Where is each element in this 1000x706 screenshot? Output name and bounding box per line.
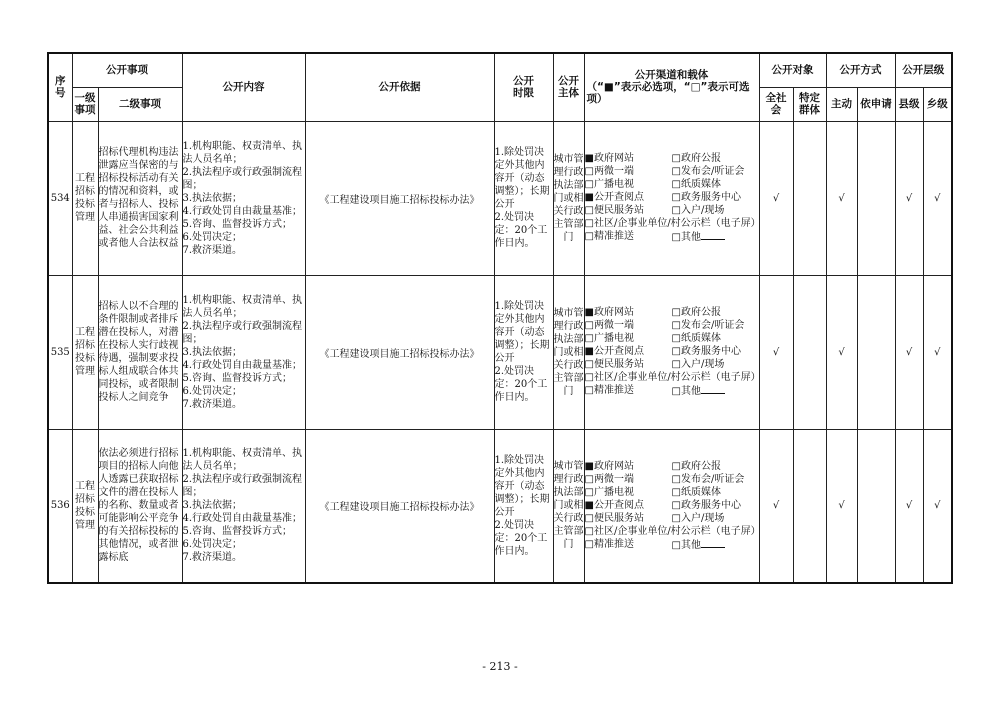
disclosure-deadline: 1.除处罚决定外其他内容开（动态调整）；长期公开 2.处罚决定：20个工作日内。 bbox=[494, 429, 553, 583]
method-request-mark bbox=[857, 275, 895, 429]
channel-option: □便民服务站 bbox=[584, 205, 644, 216]
channel-option: ■政府网站 bbox=[584, 153, 634, 164]
header-level-county: 县级 bbox=[895, 87, 923, 121]
header-level1: 一级 事项 bbox=[72, 87, 98, 121]
level2-item: 依法必须进行招标项目的招标人向他人透露已获取招标文件的潜在投标人的名称、数量或者可能影响公平竞争的有关招标投标的其他情况，或者泄露标底 bbox=[98, 429, 182, 583]
page-number: - 213 - bbox=[482, 660, 518, 673]
channel-option: ■政府网站 bbox=[584, 460, 634, 472]
channel-option: ■公开查阅点 bbox=[584, 346, 644, 357]
disclosure-subject: 城市管理行政执法部门或相关行政主管部门 bbox=[553, 121, 584, 275]
header-channel-title: 公开渠道和载体 bbox=[634, 69, 709, 82]
header-channel bbox=[584, 53, 759, 121]
channel-option: □便民服务站 bbox=[584, 512, 644, 524]
channel-option: □其他 bbox=[671, 539, 701, 551]
channel-option: □发布会/听证会 bbox=[671, 320, 745, 331]
channel-option: □两微一端 bbox=[584, 320, 634, 331]
channel-option: □纸质媒体 bbox=[671, 333, 721, 344]
level2-item: 招标人以不合理的条件限制或者排斥潜在投标人，对潜在投标人实行歧视待遇，强制要求投标人组成联合体共同投标，或者限制投标人之间竞争 bbox=[98, 275, 182, 429]
channel-option: □入户/现场 bbox=[671, 205, 725, 216]
disclosure-basis: 《工程建设项目施工招标投标办法》 bbox=[305, 275, 494, 429]
audience-specific-mark bbox=[793, 429, 826, 583]
level-county-mark: √ bbox=[895, 121, 923, 275]
channel-option: □入户/现场 bbox=[671, 512, 725, 524]
channel-option: □其他 bbox=[671, 386, 701, 397]
header-items-group: 公开事项 bbox=[72, 53, 182, 87]
level1-item: 工程 招标 投标 管理 bbox=[72, 275, 98, 429]
level1-item: 工程 招标 投标 管理 bbox=[72, 429, 98, 583]
disclosure-basis: 《工程建设项目施工招标投标办法》 bbox=[305, 429, 494, 583]
channel-option: □精准推送 bbox=[584, 538, 634, 550]
channel-option: □两微一端 bbox=[584, 473, 634, 485]
level2-item: 招标代理机构违法泄露应当保密的与招标投标活动有关的情况和资料，或者与招标人、投标人串通损害国家利益、社会公共利益或者他人合法权益 bbox=[98, 121, 182, 275]
method-active-mark: √ bbox=[826, 121, 857, 275]
method-request-mark bbox=[857, 121, 895, 275]
header-audience: 公开对象 bbox=[759, 53, 826, 87]
channel-option: □社区/企事业单位/村公示栏（电子屏） bbox=[584, 372, 761, 383]
header-level2: 二级事项 bbox=[98, 87, 182, 121]
header-row-1 bbox=[48, 53, 952, 87]
channel-option: □政务服务中心 bbox=[671, 346, 741, 357]
channel-option: □政务服务中心 bbox=[671, 192, 741, 203]
disclosure-content: 1.机构职能、权责清单、执法人员名单； 2.执法程序或行政强制流程图； 3.执法依据； 4.行政处罚自由裁量基准； 5.咨询、监督投诉方式； 6.处罚决定； 7.救济渠道。 bbox=[182, 121, 305, 275]
table-row bbox=[48, 429, 952, 583]
channel-option: □政府公报 bbox=[671, 460, 721, 472]
channel-option: □广播电视 bbox=[584, 333, 634, 344]
channel-option: ■政府网站 bbox=[584, 307, 634, 318]
channel-option: □政府公报 bbox=[671, 307, 721, 318]
level1-item: 工程 招标 投标 管理 bbox=[72, 121, 98, 275]
header-aud-specific: 特定 群体 bbox=[793, 87, 826, 121]
channel-option: □纸质媒体 bbox=[671, 179, 721, 190]
disclosure-subject: 城市管理行政执法部门或相关行政主管部门 bbox=[553, 429, 584, 583]
channel-option: □政府公报 bbox=[671, 153, 721, 164]
audience-all-mark: √ bbox=[759, 275, 793, 429]
channel-option: □政务服务中心 bbox=[671, 499, 741, 511]
row-number: 534 bbox=[48, 121, 72, 275]
channel-option: □社区/企事业单位/村公示栏（电子屏） bbox=[584, 218, 761, 229]
header-subject: 公开 主体 bbox=[553, 53, 584, 121]
table-row bbox=[48, 275, 952, 429]
channel-option: □发布会/听证会 bbox=[671, 166, 745, 177]
blank-line bbox=[701, 538, 725, 548]
channel-option: ■公开查阅点 bbox=[584, 499, 644, 511]
disclosure-content: 1.机构职能、权责清单、执法人员名单； 2.执法程序或行政强制流程图； 3.执法依据； 4.行政处罚自由裁量基准； 5.咨询、监督投诉方式； 6.处罚决定； 7.救济渠道。 bbox=[182, 275, 305, 429]
channel-option: □社区/企事业单位/村公示栏（电子屏） bbox=[584, 525, 761, 537]
audience-all-mark: √ bbox=[759, 121, 793, 275]
audience-specific-mark bbox=[793, 275, 826, 429]
table-row bbox=[48, 121, 952, 275]
header-content: 公开内容 bbox=[182, 53, 305, 121]
channel-list bbox=[584, 429, 759, 583]
header-aud-all: 全社 会 bbox=[759, 87, 793, 121]
disclosure-content: 1.机构职能、权责清单、执法人员名单； 2.执法程序或行政强制流程图； 3.执法依据； 4.行政处罚自由裁量基准； 5.咨询、监督投诉方式； 6.处罚决定； 7.救济渠道。 bbox=[182, 429, 305, 583]
channel-option: □便民服务站 bbox=[584, 359, 644, 370]
disclosure-deadline: 1.除处罚决定外其他内容开（动态调整）；长期公开 2.处罚决定：20个工作日内。 bbox=[494, 121, 553, 275]
channel-list bbox=[584, 121, 759, 275]
header-deadline: 公开 时限 bbox=[494, 53, 553, 121]
audience-specific-mark bbox=[793, 121, 826, 275]
channel-option: □广播电视 bbox=[584, 179, 634, 190]
channel-option: □入户/现场 bbox=[671, 359, 725, 370]
row-number: 536 bbox=[48, 429, 72, 583]
disclosure-table bbox=[47, 52, 953, 584]
channel-option: □精准推送 bbox=[584, 385, 634, 396]
header-seq: 序 号 bbox=[48, 53, 72, 121]
header-channel-note: （“■”表示必选项，“□”表示可选项） bbox=[586, 81, 750, 106]
header-method-request: 依申请 bbox=[857, 87, 895, 121]
row-number: 535 bbox=[48, 275, 72, 429]
disclosure-deadline: 1.除处罚决定外其他内容开（动态调整）；长期公开 2.处罚决定：20个工作日内。 bbox=[494, 275, 553, 429]
channel-option: □纸质媒体 bbox=[671, 486, 721, 498]
level-town-mark: √ bbox=[923, 429, 952, 583]
channel-option: □发布会/听证会 bbox=[671, 473, 745, 485]
audience-all-mark: √ bbox=[759, 429, 793, 583]
header-level-town: 乡级 bbox=[923, 87, 952, 121]
channel-list bbox=[584, 275, 759, 429]
blank-line bbox=[701, 230, 725, 240]
channel-option: ■公开查阅点 bbox=[584, 192, 644, 203]
disclosure-basis: 《工程建设项目施工招标投标办法》 bbox=[305, 121, 494, 275]
header-method: 公开方式 bbox=[826, 53, 895, 87]
header-method-active: 主动 bbox=[826, 87, 857, 121]
level-town-mark: √ bbox=[923, 275, 952, 429]
channel-option: □广播电视 bbox=[584, 486, 634, 498]
level-county-mark: √ bbox=[895, 429, 923, 583]
level-county-mark: √ bbox=[895, 275, 923, 429]
method-request-mark bbox=[857, 429, 895, 583]
channel-option: □两微一端 bbox=[584, 166, 634, 177]
header-level: 公开层级 bbox=[895, 53, 952, 87]
level-town-mark: √ bbox=[923, 121, 952, 275]
blank-line bbox=[701, 384, 725, 394]
channel-option: □其他 bbox=[671, 232, 701, 243]
method-active-mark: √ bbox=[826, 429, 857, 583]
method-active-mark: √ bbox=[826, 275, 857, 429]
disclosure-subject: 城市管理行政执法部门或相关行政主管部门 bbox=[553, 275, 584, 429]
header-basis: 公开依据 bbox=[305, 53, 494, 121]
channel-option: □精准推送 bbox=[584, 231, 634, 242]
